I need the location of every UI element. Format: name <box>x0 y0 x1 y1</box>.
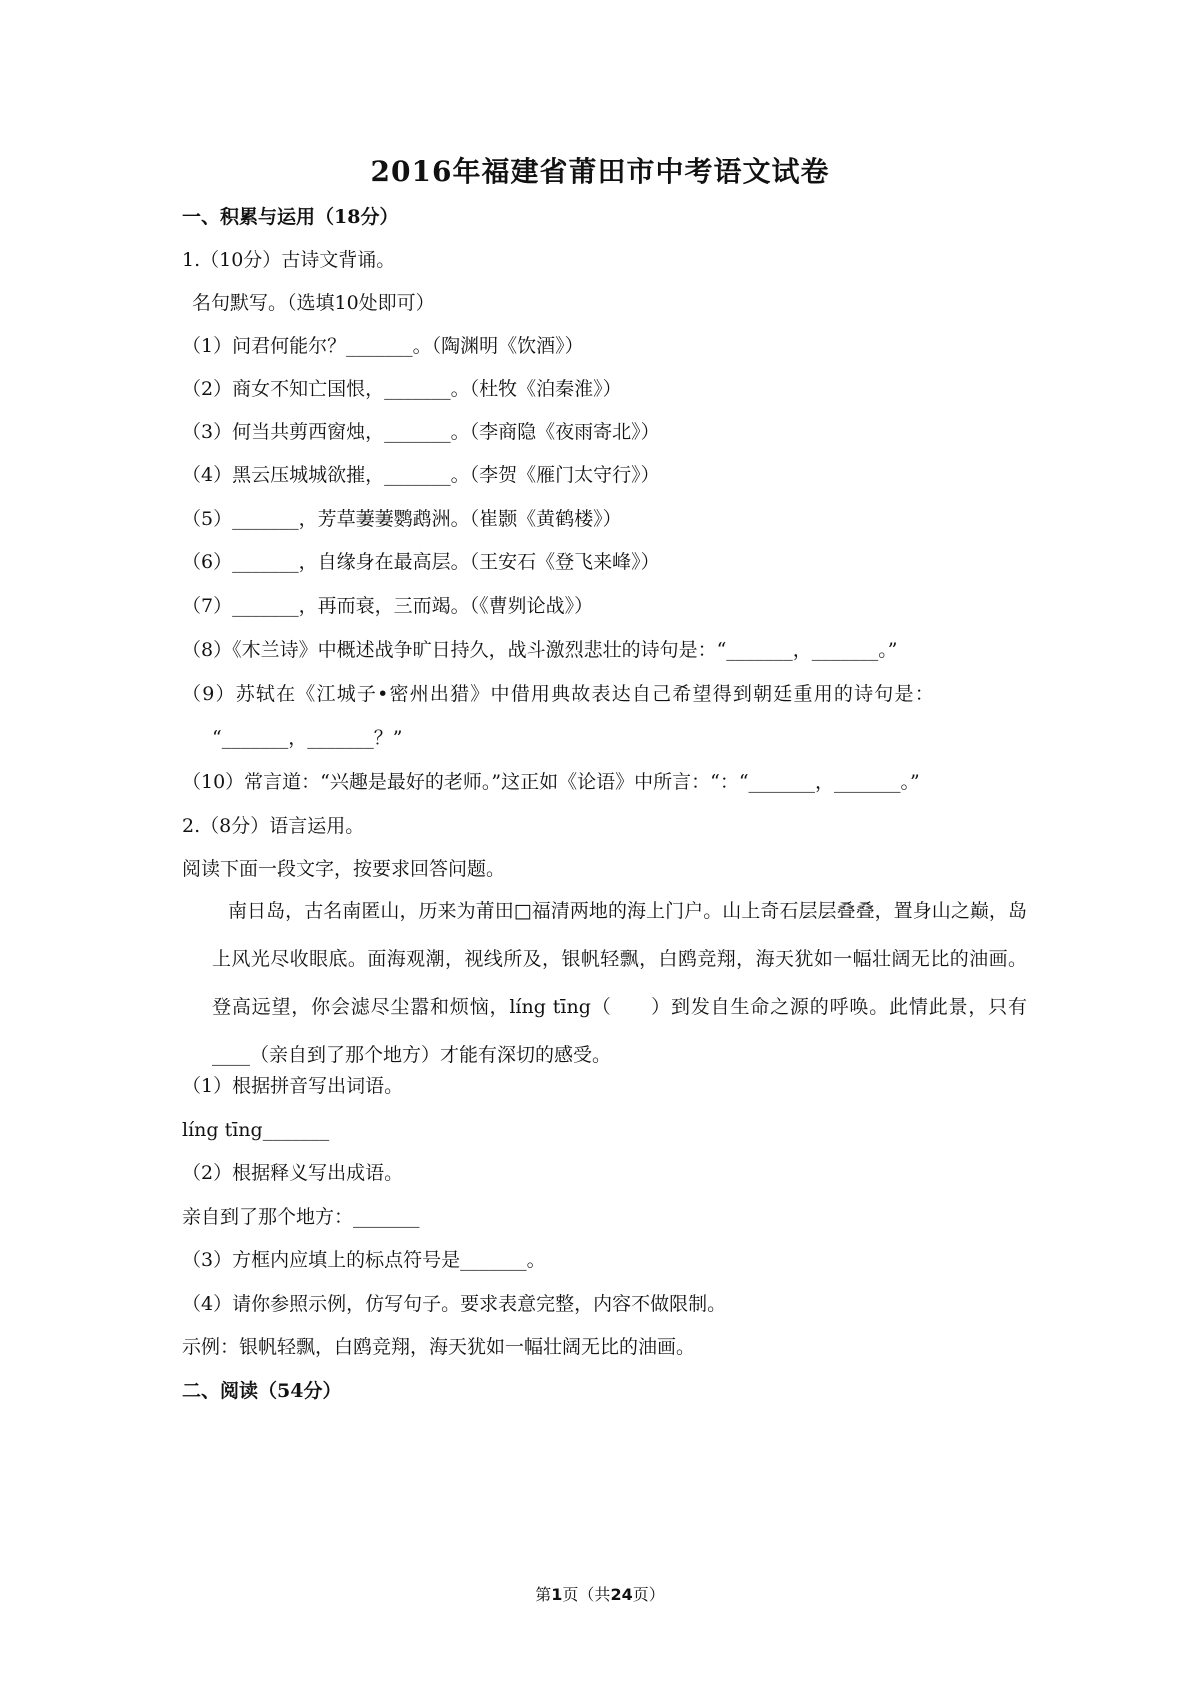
question-1-item: （2）商女不知亡国恨，_______。（杜牧《泊秦淮》） <box>182 378 622 400</box>
question-2-sub1: （1）根据拼音写出词语。 <box>182 1075 404 1097</box>
question-1-item: （4）黑云压城城欲摧，_______。（李贺《雁门太守行》） <box>182 464 660 486</box>
footer-prefix: 第 <box>535 1585 552 1604</box>
section-heading-1: 一、积累与运用（18分） <box>182 206 399 228</box>
question-2-header: 2.（8分）语言运用。 <box>182 815 365 837</box>
section-heading-2: 二、阅读（54分） <box>182 1380 342 1402</box>
question-2-sub2-answer: 亲自到了那个地方：_______ <box>182 1206 420 1228</box>
question-1-item: （8）《木兰诗》中概述战争旷日持久，战斗激烈悲壮的诗句是：“_______，_______。” <box>182 639 898 661</box>
footer-total-pages: 24 <box>610 1585 633 1604</box>
page-footer <box>0 1582 1200 1605</box>
question-2-intro: 阅读下面一段文字，按要求回答问题。 <box>182 858 506 880</box>
question-1-item: （6）_______，自缘身在最高层。（王安石《登飞来峰》） <box>182 551 660 573</box>
question-2-sub2: （2）根据释义写出成语。 <box>182 1162 404 1184</box>
question-1-header: 1.（10分）古诗文背诵。 <box>182 249 396 271</box>
question-1-item: （7）_______，再而衰，三而竭。（《曹刿论战》） <box>182 595 594 617</box>
footer-mid: 页（共 <box>562 1585 611 1604</box>
question-1-item: （1）问君何能尔？_______。（陶渊明《饮酒》） <box>182 335 584 357</box>
question-1-item: （3）何当共剪西窗烛，_______。（李商隐《夜雨寄北》） <box>182 421 660 443</box>
question-1-item-continuation: “_______，_______？” <box>212 727 403 749</box>
footer-page-number: 1 <box>551 1585 563 1604</box>
footer-suffix: 页） <box>632 1585 665 1604</box>
question-1-item: （10）常言道：“兴趣是最好的老师。”这正如《论语》中所言：“：“_______，_______。” <box>182 771 920 793</box>
question-2-example: 示例：银帆轻飘，白鸥竞翔，海天犹如一幅壮阔无比的油画。 <box>182 1336 696 1358</box>
question-1-item: （5）_______，芳草萋萋鹦鹉洲。（崔颢《黄鹤楼》） <box>182 508 622 530</box>
question-2-sub4: （4）请你参照示例，仿写句子。要求表意完整，内容不做限制。 <box>182 1293 727 1315</box>
question-2-sub3: （3）方框内应填上的标点符号是_______。 <box>182 1249 546 1271</box>
question-1-item: （9）苏轼在《江城子•密州出猎》中借用典故表达自己希望得到朝廷重用的诗句是： <box>182 683 935 705</box>
question-2-sub1-answer: líng tīng_______ <box>182 1119 330 1141</box>
reading-passage: 南日岛，古名南匿山，历来为莆田□福清两地的海上门户。山上奇石层层叠叠，置身山之巅，岛上风光尽收眼底。面海观潮，视线所及，银帆轻飘，白鸥竞翔，海天犹如一幅壮阔无比的油画。登高远望，你会滤尽尘嚣和烦恼，líng tīng（ ）到发自生命之源的呼唤。此情此景，只有____（亲自到了那个地方）才能有深切的感受。 <box>212 900 1027 1066</box>
exam-title: 2016年福建省莆田市中考语文试卷 <box>370 155 830 188</box>
question-1-intro: 名句默写。（选填10处即可） <box>192 292 435 314</box>
